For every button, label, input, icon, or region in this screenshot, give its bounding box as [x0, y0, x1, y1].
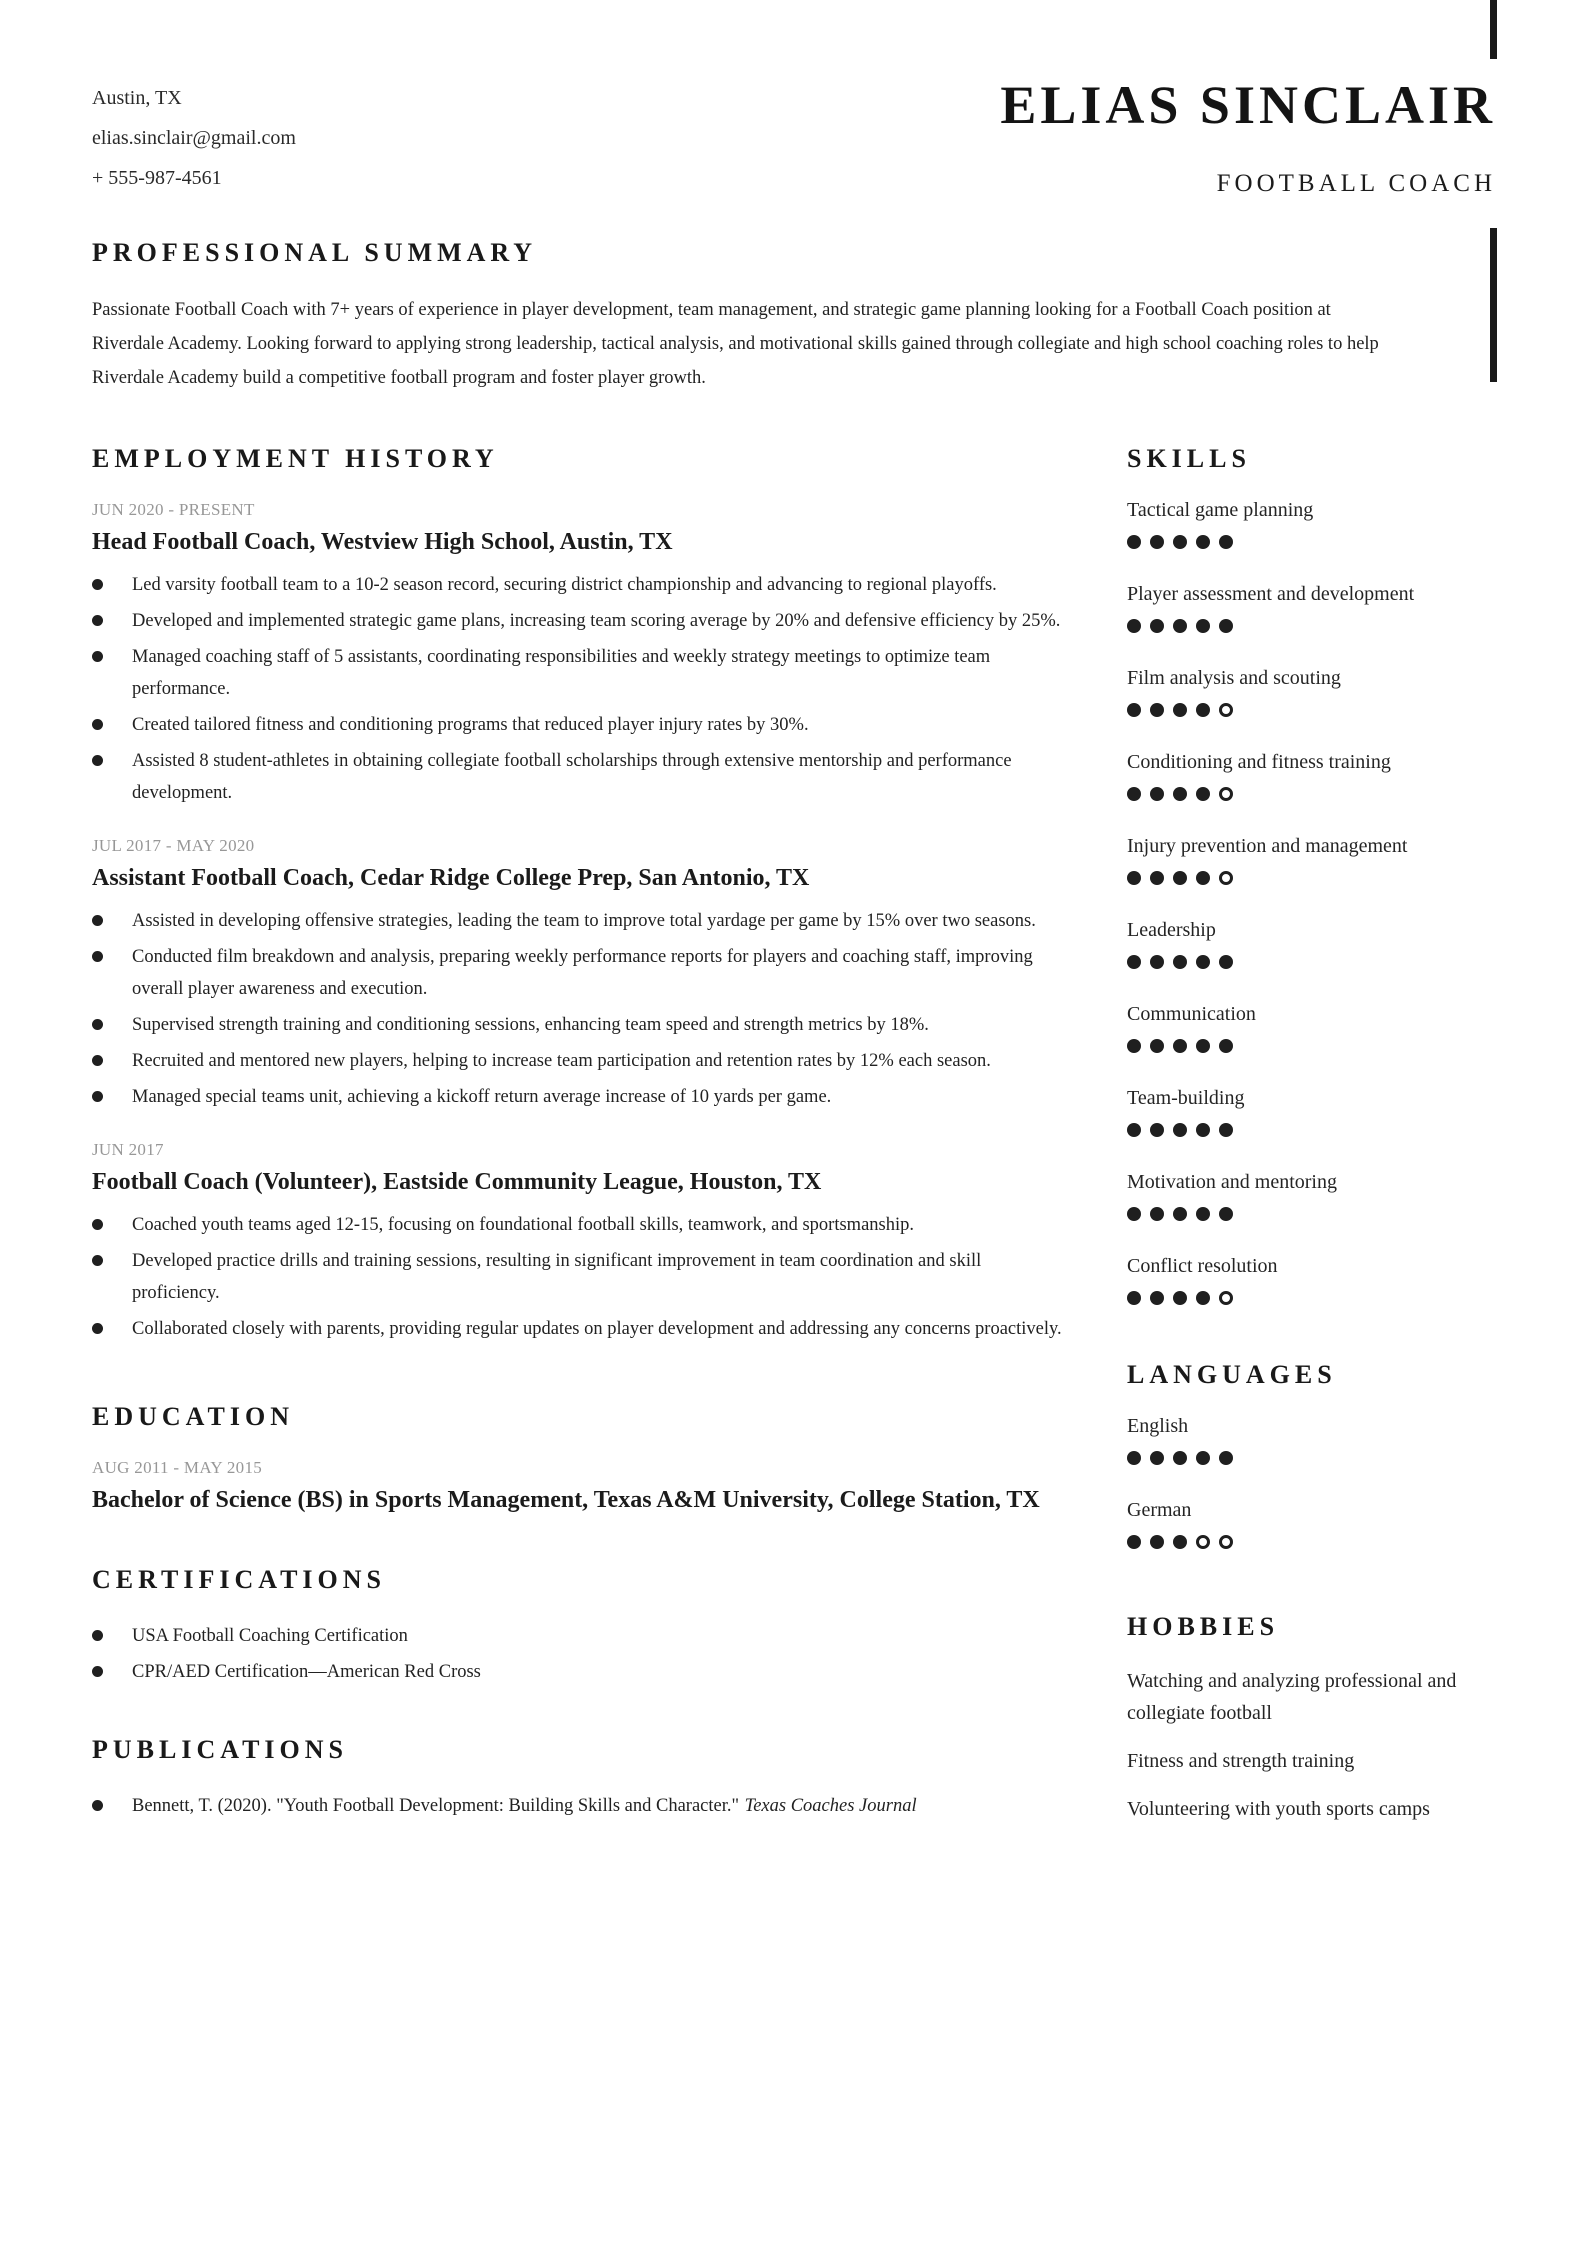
job-bullet: Supervised strength training and conditioning sessions, enhancing team speed and strength metrics by 18%. — [92, 1009, 1062, 1041]
section-professional-summary — [92, 237, 1496, 395]
right-column — [1127, 443, 1496, 1848]
hobby-item: Volunteering with youth sports camps — [1127, 1798, 1430, 1820]
job-bullet: Assisted in developing offensive strategies, leading the team to improve total yardage per game by 15% over two seasons. — [92, 905, 1062, 937]
rating-dot-filled — [1150, 703, 1164, 717]
rating-dot-filled — [1150, 955, 1164, 969]
rating-dot-filled — [1127, 871, 1141, 885]
rating-dot-filled — [1196, 1291, 1210, 1305]
skill-item — [1127, 917, 1496, 969]
skill-label: Team-building — [1127, 1087, 1245, 1109]
resume-header — [92, 0, 1496, 197]
rating-dot-filled — [1127, 1535, 1141, 1549]
publication-item — [92, 1790, 1062, 1822]
job-title: Head Football Coach, Westview High School, Austin, TX — [92, 529, 673, 555]
rating-dot-filled — [1219, 955, 1233, 969]
rating-dot-filled — [1219, 535, 1233, 549]
skill-item — [1127, 833, 1496, 885]
skill-item — [1127, 1169, 1496, 1221]
language-label: German — [1127, 1499, 1192, 1521]
skill-item — [1127, 1001, 1496, 1053]
skill-label: Leadership — [1127, 919, 1216, 941]
rating-dot-filled — [1196, 1451, 1210, 1465]
rating-dot-filled — [1173, 619, 1187, 633]
section-publications — [92, 1734, 1062, 1822]
section-skills — [1127, 443, 1496, 1305]
job-bullet: Managed coaching staff of 5 assistants, coordinating responsibilities and weekly strategy meetings to optimize team performance. — [92, 641, 1062, 705]
skill-item — [1127, 1253, 1496, 1305]
rating-dot-filled — [1173, 1291, 1187, 1305]
rating-dot-filled — [1173, 703, 1187, 717]
heading-languages: LANGUAGES — [1127, 1360, 1337, 1389]
heading-hobbies: HOBBIES — [1127, 1612, 1280, 1641]
rating-dot-filled — [1219, 1123, 1233, 1137]
heading-skills: SKILLS — [1127, 444, 1251, 473]
skill-label: Film analysis and scouting — [1127, 667, 1341, 689]
rating-dot-filled — [1196, 703, 1210, 717]
rating-dot-empty — [1219, 1535, 1233, 1549]
language-label: English — [1127, 1415, 1189, 1437]
left-column — [92, 443, 1062, 1848]
candidate-job-title: FOOTBALL COACH — [1216, 170, 1496, 197]
job-bullet: Led varsity football team to a 10-2 season record, securing district championship and advancing to regional playoffs. — [92, 569, 1062, 601]
rating-dot-filled — [1219, 1451, 1233, 1465]
two-column-body — [92, 443, 1496, 1848]
skill-item — [1127, 581, 1496, 633]
rating-dot-filled — [1127, 1123, 1141, 1137]
job-bullet-list — [92, 905, 1062, 1113]
rating-dot-filled — [1127, 703, 1141, 717]
contact-block — [92, 88, 296, 188]
rating-dot-filled — [1127, 1291, 1141, 1305]
rating-dot-filled — [1127, 787, 1141, 801]
section-certifications — [92, 1564, 1062, 1688]
heading-employment-history: EMPLOYMENT HISTORY — [92, 444, 499, 473]
rating-dot-filled — [1173, 871, 1187, 885]
job-dates: JUN 2017 — [92, 1140, 164, 1159]
language-rating — [1127, 1535, 1496, 1549]
contact-location: Austin, TX — [92, 87, 182, 109]
skill-item — [1127, 749, 1496, 801]
hobby-item: Fitness and strength training — [1127, 1750, 1355, 1772]
rating-dot-filled — [1127, 1451, 1141, 1465]
skill-rating — [1127, 703, 1496, 717]
summary-text: Passionate Football Coach with 7+ years of experience in player development, team management, and strategic game planning looking for a Football Coach position at Riverdale Academy. Looking forward to applying strong leadership, tactical analysis, and motivational skills gained through collegiate and high school coaching roles to help Riverdale Academy build a competitive football program and foster player growth. — [92, 300, 1379, 388]
certification-list — [92, 1620, 1062, 1688]
heading-certifications: CERTIFICATIONS — [92, 1565, 386, 1594]
rating-dot-filled — [1219, 1207, 1233, 1221]
skill-rating — [1127, 1123, 1496, 1137]
job-bullet: Created tailored fitness and conditioning programs that reduced player injury rates by 30%. — [92, 709, 1062, 741]
identity-block — [1000, 75, 1496, 197]
job-bullet: Developed and implemented strategic game plans, increasing team scoring average by 20% and defensive efficiency by 25%. — [92, 605, 1062, 637]
job-bullet-list — [92, 1209, 1062, 1345]
rating-dot-filled — [1150, 1535, 1164, 1549]
rating-dot-filled — [1173, 1123, 1187, 1137]
contact-email: elias.sinclair@gmail.com — [92, 127, 296, 149]
rating-dot-filled — [1150, 871, 1164, 885]
skill-rating — [1127, 1291, 1496, 1305]
skill-label: Injury prevention and management — [1127, 835, 1408, 857]
skill-rating — [1127, 1039, 1496, 1053]
job-entry — [92, 499, 1062, 809]
rating-dot-empty — [1219, 1291, 1233, 1305]
section-employment-history — [92, 443, 1062, 1345]
rating-dot-filled — [1196, 1039, 1210, 1053]
skill-label: Communication — [1127, 1003, 1256, 1025]
skill-rating — [1127, 535, 1496, 549]
hobby-item: Watching and analyzing professional and collegiate football — [1127, 1670, 1457, 1724]
section-languages — [1127, 1359, 1496, 1549]
rating-dot-filled — [1173, 787, 1187, 801]
skill-label: Motivation and mentoring — [1127, 1171, 1337, 1193]
job-entry — [92, 1139, 1062, 1345]
job-bullet: Managed special teams unit, achieving a kickoff return average increase of 10 yards per game. — [92, 1081, 1062, 1113]
job-bullet-list — [92, 569, 1062, 809]
rating-dot-filled — [1196, 619, 1210, 633]
rating-dot-filled — [1173, 1535, 1187, 1549]
publication-journal: Texas Coaches Journal — [744, 1796, 917, 1816]
rating-dot-filled — [1150, 1451, 1164, 1465]
heading-professional-summary: PROFESSIONAL SUMMARY — [92, 238, 538, 267]
language-item — [1127, 1497, 1496, 1549]
certification-item: CPR/AED Certification—American Red Cross — [92, 1656, 1062, 1688]
rating-dot-empty — [1219, 871, 1233, 885]
rating-dot-filled — [1150, 787, 1164, 801]
rating-dot-filled — [1219, 619, 1233, 633]
rating-dot-filled — [1196, 1207, 1210, 1221]
rating-dot-filled — [1127, 1039, 1141, 1053]
rating-dot-filled — [1196, 871, 1210, 885]
job-dates: JUN 2020 - PRESENT — [92, 500, 255, 519]
rating-dot-filled — [1127, 535, 1141, 549]
job-entry — [92, 835, 1062, 1113]
job-bullet: Developed practice drills and training sessions, resulting in significant improvement in team coordination and skill proficiency. — [92, 1245, 1062, 1309]
rating-dot-filled — [1196, 955, 1210, 969]
rating-dot-filled — [1196, 1123, 1210, 1137]
job-dates: JUL 2017 - MAY 2020 — [92, 836, 255, 855]
rating-dot-filled — [1150, 1207, 1164, 1221]
rating-dot-filled — [1173, 1451, 1187, 1465]
skill-label: Player assessment and development — [1127, 583, 1415, 605]
rating-dot-filled — [1127, 955, 1141, 969]
rating-dot-filled — [1150, 535, 1164, 549]
skill-label: Conflict resolution — [1127, 1255, 1278, 1277]
rating-dot-empty — [1219, 787, 1233, 801]
language-rating — [1127, 1451, 1496, 1465]
job-bullet: Assisted 8 student-athletes in obtaining collegiate football scholarships through extensive mentorship and performance development. — [92, 745, 1062, 809]
contact-phone: + 555-987-4561 — [92, 167, 222, 189]
rating-dot-filled — [1127, 619, 1141, 633]
skill-item — [1127, 497, 1496, 549]
job-title: Football Coach (Volunteer), Eastside Community League, Houston, TX — [92, 1169, 822, 1195]
skill-rating — [1127, 871, 1496, 885]
skill-rating — [1127, 1207, 1496, 1221]
rating-dot-filled — [1173, 1207, 1187, 1221]
job-bullet: Coached youth teams aged 12-15, focusing on foundational football skills, teamwork, and sportsmanship. — [92, 1209, 1062, 1241]
rating-dot-filled — [1150, 1123, 1164, 1137]
skill-label: Tactical game planning — [1127, 499, 1314, 521]
rating-dot-filled — [1150, 1291, 1164, 1305]
job-title: Assistant Football Coach, Cedar Ridge College Prep, San Antonio, TX — [92, 865, 810, 891]
certification-item: USA Football Coaching Certification — [92, 1620, 1062, 1652]
rating-dot-filled — [1196, 787, 1210, 801]
skill-label: Conditioning and fitness training — [1127, 751, 1391, 773]
section-education — [92, 1401, 1062, 1515]
job-bullet: Recruited and mentored new players, helping to increase team participation and retention rates by 12% each season. — [92, 1045, 1062, 1077]
skill-item — [1127, 665, 1496, 717]
rating-dot-filled — [1173, 535, 1187, 549]
rating-dot-filled — [1219, 1039, 1233, 1053]
language-item — [1127, 1413, 1496, 1465]
heading-education: EDUCATION — [92, 1402, 294, 1431]
rating-dot-empty — [1196, 1535, 1210, 1549]
education-dates: AUG 2011 - MAY 2015 — [92, 1458, 263, 1477]
heading-publications: PUBLICATIONS — [92, 1735, 349, 1764]
candidate-name: ELIAS SINCLAIR — [1000, 75, 1496, 135]
skill-rating — [1127, 955, 1496, 969]
rating-dot-filled — [1173, 1039, 1187, 1053]
skill-item — [1127, 1085, 1496, 1137]
skill-rating — [1127, 787, 1496, 801]
rating-dot-filled — [1127, 1207, 1141, 1221]
job-bullet: Conducted film breakdown and analysis, preparing weekly performance reports for players and coaching staff, improving overall player awareness and execution. — [92, 941, 1062, 1005]
job-bullet: Collaborated closely with parents, providing regular updates on player development and addressing any concerns proactively. — [92, 1313, 1062, 1345]
publication-list — [92, 1790, 1062, 1822]
education-degree: Bachelor of Science (BS) in Sports Management, Texas A&M University, College Station, TX — [92, 1487, 1040, 1513]
skill-rating — [1127, 619, 1496, 633]
rating-dot-filled — [1150, 1039, 1164, 1053]
rating-dot-empty — [1219, 703, 1233, 717]
publication-citation: Bennett, T. (2020). "Youth Football Development: Building Skills and Character." — [132, 1796, 740, 1816]
section-hobbies — [1127, 1611, 1496, 1825]
rating-dot-filled — [1173, 955, 1187, 969]
rating-dot-filled — [1196, 535, 1210, 549]
rating-dot-filled — [1150, 619, 1164, 633]
